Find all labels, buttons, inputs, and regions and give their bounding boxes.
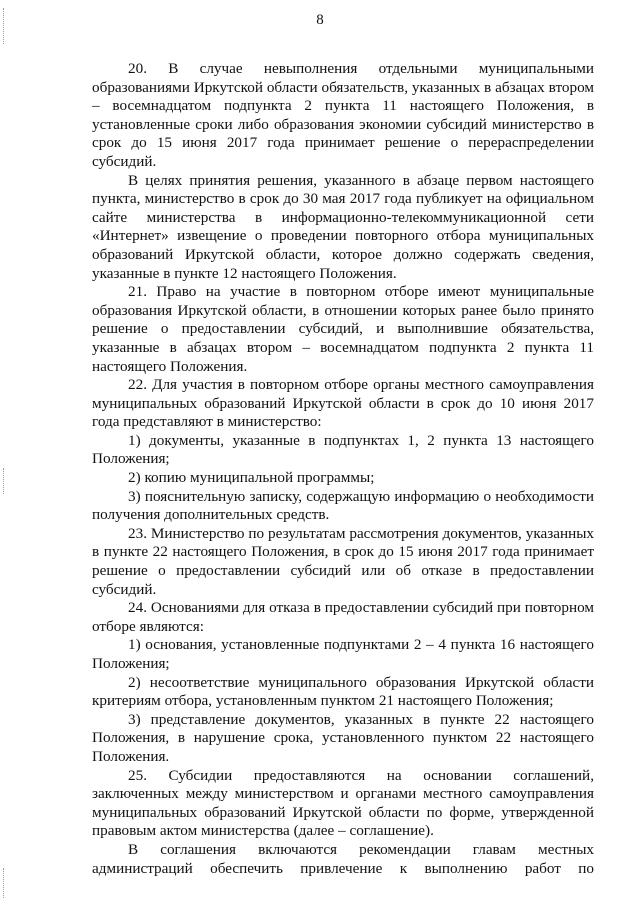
paragraph-24: 24. Основаниями для отказа в предоставлении субсидий при повторном отборе являются:: [92, 599, 594, 635]
paragraph-22-item-1: 1) документы, указанные в подпунктах 1, 2 пункта 13 настоящего Положения;: [92, 431, 594, 468]
paragraph-22: 22. Для участия в повторном отборе органы местного самоуправления муниципальных образований Иркутской области в срок до 10 июня 2017 года представляют в министерство:: [92, 376, 594, 431]
paragraph-23: 23. Министерство по результатам рассмотрения документов, указанных в пункте 22 настоящего Положения, в срок до 15 июня 2017 года принимает решение о предоставлении субсидий или об отказе в предоставлении субсидий.: [92, 524, 594, 598]
paragraph-24-item-3: 3) представление документов, указанных в пункте 22 настоящего Положения, в нарушение срока, установленного пунктом 22 настоящего Положения.: [92, 710, 594, 765]
paragraph-22-item-2: 2) копию муниципальной программы;: [128, 469, 375, 487]
paragraph-25-agreements: В соглашения включаются рекомендации главам местных администраций обеспечить привлечение к выполнению работ по: [92, 840, 594, 877]
paragraph-25: 25. Субсидии предоставляются на основании соглашений, заключенных между министерством и органами местного самоуправления муниципальных образований Иркутской области по форме, утвержденной правовым актом министерства (далее – соглашение).: [92, 766, 594, 840]
scan-edge-mark: [3, 868, 5, 898]
paragraph-24-item-1: 1) основания, установленные подпунктами 2 – 4 пункта 16 настоящего Положения;: [92, 636, 594, 672]
paragraph-22-item-3: 3) пояснительную записку, содержащую информацию о необходимости получения дополнительных средств.: [92, 487, 594, 524]
scan-edge-mark: [3, 468, 5, 494]
document-body: [92, 60, 594, 878]
paragraph-21: 21. Право на участие в повторном отборе имеют муниципальные образования Иркутской области, в отношении которых ранее было принято решение о предоставлении субсидий, и выполнившие обязательства, указанные в абзацах втором – восемнадцатом подпункта 2 пункта 11 настоящего Положения.: [92, 283, 594, 375]
paragraph-20: 20. В случае невыполнения отдельными муниципальными образованиями Иркутской области обязательств, указанных в абзацах втором – восемнадцатом подпункта 2 пункта 11 настоящего Положения, в установленные сроки либо образования экономии субсидий министерство в срок до 15 июня 2017 года принимает решение о перераспределении субсидий.: [92, 60, 594, 170]
paragraph-20-purpose: В целях принятия решения, указанного в абзаце первом настоящего пункта, министерство в срок до 30 мая 2017 года публикует на официальном сайте министерства в информационно-телекоммуникационной сети «Интернет» извещение о проведении повторного отбора муниципальных образований Иркутской области, которое должно содержать сведения, указанные в пункте 12 настоящего Положения.: [92, 171, 594, 282]
page-number: 8: [316, 12, 324, 28]
paragraph-24-item-2: 2) несоответствие муниципального образования Иркутской области критериям отбора, установленным пунктом 21 настоящего Положения;: [92, 673, 594, 710]
